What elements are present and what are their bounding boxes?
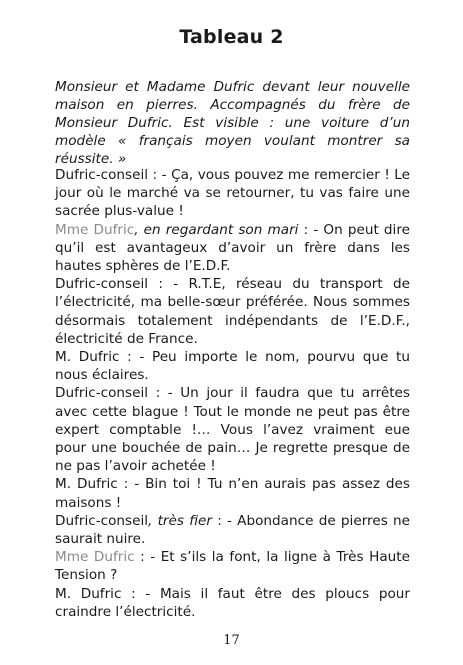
line-text: : - Un jour il faudra que tu arrêtes avec cette blague ! Tout le monde ne peut pas être expert comptable !… Vous l’avez vraiment eue pour une bouchée de pain… Je regrette presque de ne pas l’avoir achetée !: [55, 385, 410, 475]
page-number: 17: [223, 633, 240, 648]
speaker-direction: , en regardant son mari: [134, 221, 299, 238]
speaker-name: Dufric-conseil: [55, 385, 149, 402]
speaker-name: Mme Dufric: [55, 549, 135, 566]
line-text: : - R.T.E, réseau du transport de l’électricité, ma belle-sœur préférée. Nous sommes désormais totalement indépendants de l’E.D.F., électricité de France.: [55, 276, 410, 347]
dialogue-line: [55, 475, 410, 511]
dialogue-line: [55, 384, 410, 475]
dialogue-line: [55, 166, 410, 221]
speaker-name: Dufric-conseil: [55, 276, 149, 293]
dialogue-line: [55, 275, 410, 348]
line-text: : - Bin toi ! Tu n’en aurais pas assez des maisons !: [55, 476, 410, 511]
line-text: : - Peu importe le nom, pourvu que tu nous éclaires.: [55, 349, 410, 384]
scene-title: Tableau 2: [179, 26, 284, 48]
speaker-direction: , très fier: [148, 512, 212, 529]
speaker-name: M. Dufric: [55, 585, 122, 602]
speaker-name: M. Dufric: [55, 476, 118, 493]
dialogue-line: [55, 585, 410, 621]
speaker-name: Mme Dufric: [55, 221, 135, 238]
dialogue-line: [55, 221, 410, 276]
speaker-name: Dufric-conseil: [55, 512, 149, 529]
speaker-name: Dufric-conseil: [55, 167, 149, 183]
dialogue: [55, 166, 410, 621]
dialogue-line: [55, 348, 410, 384]
dialogue-line: [55, 512, 410, 548]
speaker-name: M. Dufric: [55, 349, 120, 366]
line-text: : - Abondance de pierres ne saurait nuire.: [55, 512, 411, 548]
stage-direction: Monsieur et Madame Dufric devant leur nouvelle maison en pierres. Accompagnés du frère de Monsieur Dufric. Est visible : une voiture d’un modèle « français moyen voulant montrer sa réussite. »: [55, 78, 410, 167]
line-text: : - On peut dire qu’il est avantageux d’avoir un frère dans les hautes sphères de l’E.D.F.: [55, 221, 410, 275]
line-text: : - Mais il faut être des ploucs pour craindre l’électricité.: [55, 585, 410, 620]
line-text: : - Et s’ils la font, la ligne à Très Haute Tension ?: [55, 549, 410, 584]
line-text: : - Ça, vous pouvez me remercier ! Le jour où le marché va se retourner, tu vas faire une sacrée plus-value !: [55, 167, 410, 220]
dialogue-line: [55, 548, 410, 584]
